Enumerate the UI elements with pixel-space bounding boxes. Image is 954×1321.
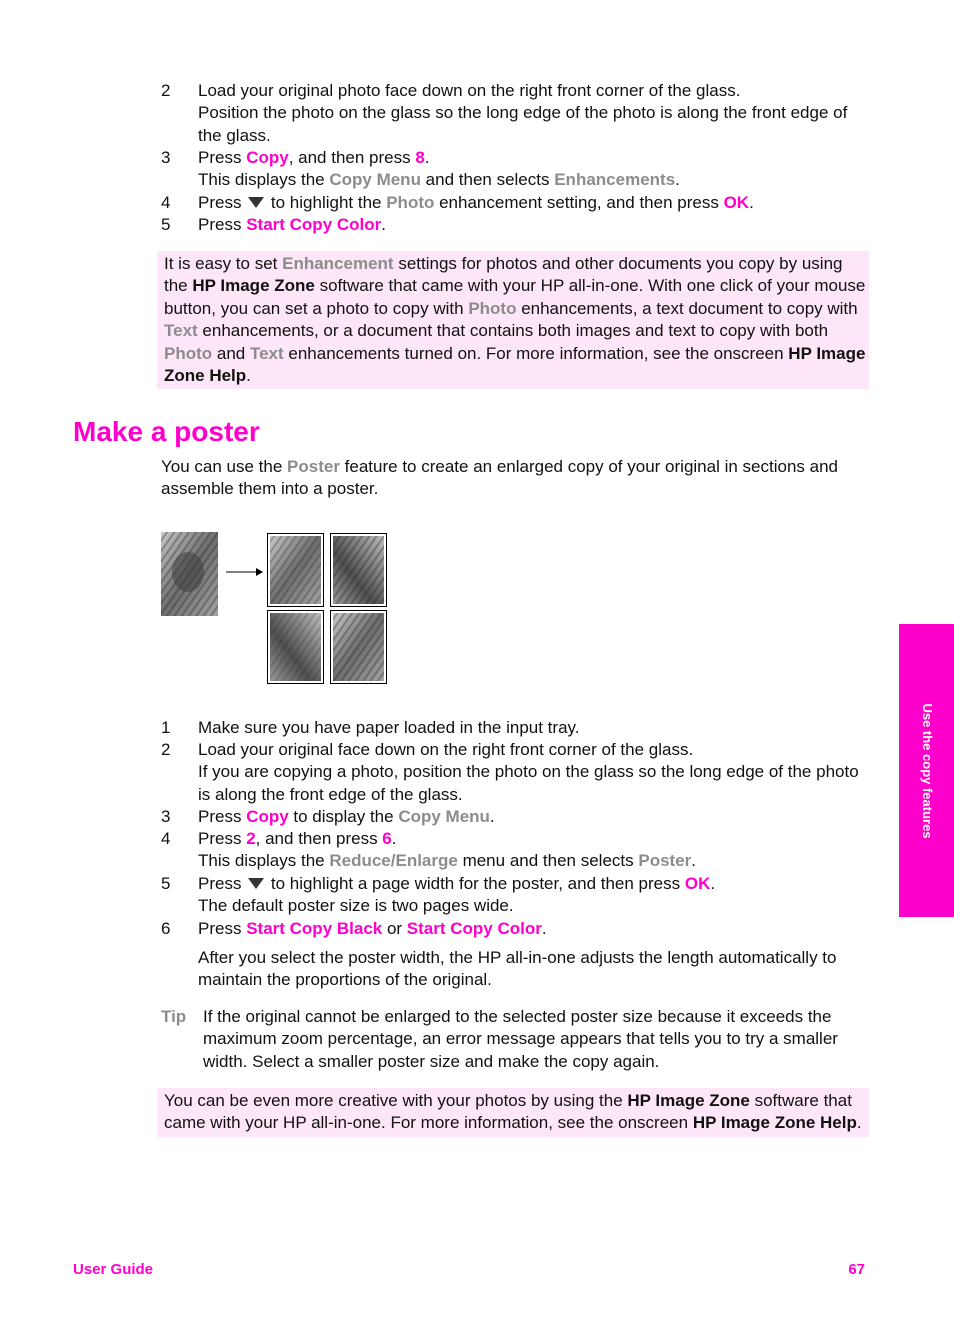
step-text — [198, 828, 871, 873]
text-run: and then selects — [420, 170, 555, 190]
text-run: . — [675, 170, 680, 190]
step-line — [198, 895, 871, 917]
arrow-icon — [226, 568, 263, 576]
button-ref: 8 — [415, 148, 425, 167]
text-run: This displays the — [198, 851, 330, 871]
poster-diagram-icon — [160, 530, 392, 688]
menu-ref: Reduce/Enlarge — [329, 851, 458, 871]
step-line — [198, 761, 871, 806]
text-run: enhancements turned on. For more information, see the onscreen — [283, 343, 789, 363]
text-run: to display the — [288, 807, 399, 826]
step-item — [161, 828, 871, 873]
step-text — [198, 806, 871, 828]
product-name: HP Image Zone Help — [692, 1113, 857, 1133]
step-number: 3 — [161, 148, 171, 167]
text-run: feature to create an enlarged copy of your original in sections and assemble them into a poster. — [161, 457, 838, 499]
text-run: software that came with your HP all-in-one. With one click of your mouse button, you can set a photo to copy with — [164, 276, 866, 318]
text-run: . — [749, 193, 754, 212]
step-line — [198, 192, 871, 214]
text-run: . — [856, 1113, 862, 1133]
button-ref: Start Copy Color — [246, 215, 382, 234]
menu-ref: Poster — [638, 851, 692, 871]
step-text — [198, 214, 871, 236]
menu-ref: Copy Menu — [329, 170, 421, 190]
tip-note-image-zone — [157, 1088, 869, 1137]
step-number: 4 — [161, 829, 171, 848]
step-item — [161, 717, 871, 739]
step-line — [198, 717, 871, 739]
text-run: Press — [198, 919, 247, 938]
text-run: The default poster size is two pages wide. — [198, 896, 514, 916]
menu-ref: Copy Menu — [398, 807, 490, 826]
button-ref: 2 — [246, 829, 256, 848]
text-run: and — [212, 343, 250, 363]
product-name: HP Image Zone — [192, 276, 315, 296]
step-line — [198, 873, 871, 895]
text-run: . — [246, 366, 251, 386]
step-text — [198, 192, 871, 214]
text-run: It is easy to set — [164, 254, 283, 273]
button-ref: 6 — [382, 829, 392, 848]
step-line — [198, 806, 871, 828]
text-run: settings for photos and other documents you copy by using the — [164, 254, 843, 296]
step-item — [161, 806, 871, 828]
text-run: . — [391, 829, 397, 848]
menu-ref: Enhancements — [554, 170, 676, 190]
step-item — [161, 739, 871, 806]
step-text — [198, 739, 871, 806]
step-text — [198, 80, 871, 147]
menu-ref: Text — [164, 321, 198, 341]
step-item — [161, 147, 871, 192]
chapter-side-tab — [899, 624, 954, 917]
product-name: HP Image Zone Help — [164, 343, 866, 386]
button-ref: OK — [684, 874, 711, 893]
text-run: Position the photo on the glass so the long edge of the photo is along the front edge of the glass. — [198, 103, 848, 145]
text-run: Press — [198, 193, 247, 212]
step-number: 2 — [161, 81, 171, 100]
button-ref: Copy — [246, 807, 289, 826]
step-item — [161, 80, 871, 147]
step-number: 1 — [161, 718, 171, 737]
step-line — [198, 918, 871, 940]
footer-title: User Guide — [73, 1261, 154, 1278]
side-tab-label: Use the copy features — [919, 702, 935, 839]
text-run: Make sure you have paper loaded in the input tray. — [198, 718, 580, 737]
step-number: 6 — [161, 919, 171, 938]
product-name: HP Image Zone — [627, 1091, 750, 1110]
poster-pieces — [268, 534, 387, 684]
step-item — [161, 214, 871, 236]
text-run: . — [710, 874, 716, 893]
text-run: or — [382, 919, 407, 938]
step-item — [161, 873, 871, 918]
text-run: If you are copying a photo, position the photo on the glass so the long edge of the photo is along the front edge of the glass. — [198, 762, 859, 804]
text-run: , and then press — [255, 829, 383, 848]
text-run: enhancements, or a document that contains both images and text to copy with both — [197, 321, 829, 341]
step-line — [198, 80, 871, 102]
text-run: to highlight a page width for the poster, and then press — [266, 874, 685, 893]
step-item — [161, 918, 871, 940]
tip-text: If the original cannot be enlarged to the selected poster size because it exceeds the maximum zoom percentage, an error message appears that tells you to try a smaller width. Select a smaller poster size and make the copy again. — [203, 1007, 838, 1071]
text-run: . — [541, 919, 547, 938]
button-ref: Copy — [246, 148, 289, 167]
tip-note-enhancements — [157, 251, 869, 389]
step-item — [161, 192, 871, 214]
step-line — [198, 147, 871, 169]
text-run: Press — [198, 215, 247, 234]
menu-ref: Poster — [287, 457, 340, 476]
text-run: . — [489, 807, 495, 826]
menu-ref: Text — [249, 343, 284, 363]
step-line — [198, 739, 871, 761]
text-run: menu and then selects — [457, 851, 639, 871]
menu-ref: Photo — [164, 343, 213, 363]
tip-label: Tip — [161, 1007, 187, 1026]
menu-ref: Photo — [468, 298, 517, 318]
text-run: Load your original photo face down on the right front corner of the glass. — [198, 81, 741, 100]
text-run: enhancement setting, and then press — [434, 193, 724, 212]
step-number: 5 — [161, 874, 171, 893]
step-text — [198, 873, 871, 918]
text-run: Load your original face down on the right front corner of the glass. — [198, 740, 694, 759]
text-run: , and then press — [288, 148, 416, 167]
after-steps-paragraph: After you select the poster width, the HP all-in-one adjusts the length automatically to maintain the proportions of the original. — [198, 948, 837, 990]
original-photo — [161, 532, 218, 616]
text-run: You can use the — [161, 457, 288, 476]
text-run: Press — [198, 829, 247, 848]
menu-ref: Enhancement — [282, 254, 394, 273]
step-number: 4 — [161, 193, 171, 212]
step-line — [198, 102, 871, 147]
step-text — [198, 147, 871, 192]
step-number: 3 — [161, 807, 171, 826]
down-arrow-icon — [248, 197, 264, 208]
text-run: Press — [198, 807, 247, 826]
step-number: 5 — [161, 215, 171, 234]
step-number: 2 — [161, 740, 171, 759]
text-run: . — [691, 851, 697, 871]
step-text — [198, 918, 871, 940]
step-line — [198, 169, 871, 191]
text-run: This displays the — [198, 170, 330, 190]
button-ref: Start Copy Color — [406, 919, 542, 938]
text-run: software that came with your HP all-in-one. For more information, see the onscreen — [164, 1091, 852, 1133]
text-run: Press — [198, 148, 247, 167]
menu-ref: Photo — [386, 193, 435, 212]
text-run: . — [424, 148, 430, 167]
text-run: You can be even more creative with your photos by using the — [164, 1091, 628, 1110]
step-line — [198, 214, 871, 236]
text-run: to highlight the — [266, 193, 387, 212]
section-heading: Make a poster — [73, 416, 260, 447]
button-ref: Start Copy Black — [246, 919, 383, 938]
step-line — [198, 850, 871, 872]
text-run: . — [381, 215, 386, 234]
page-number: 67 — [848, 1261, 865, 1278]
down-arrow-icon — [248, 878, 264, 889]
step-text — [198, 717, 871, 739]
text-run: enhancements, a text document to copy with — [516, 298, 858, 318]
button-ref: OK — [723, 193, 750, 212]
step-line — [198, 828, 871, 850]
intro-paragraph — [161, 456, 871, 501]
text-run: Press — [198, 874, 247, 893]
